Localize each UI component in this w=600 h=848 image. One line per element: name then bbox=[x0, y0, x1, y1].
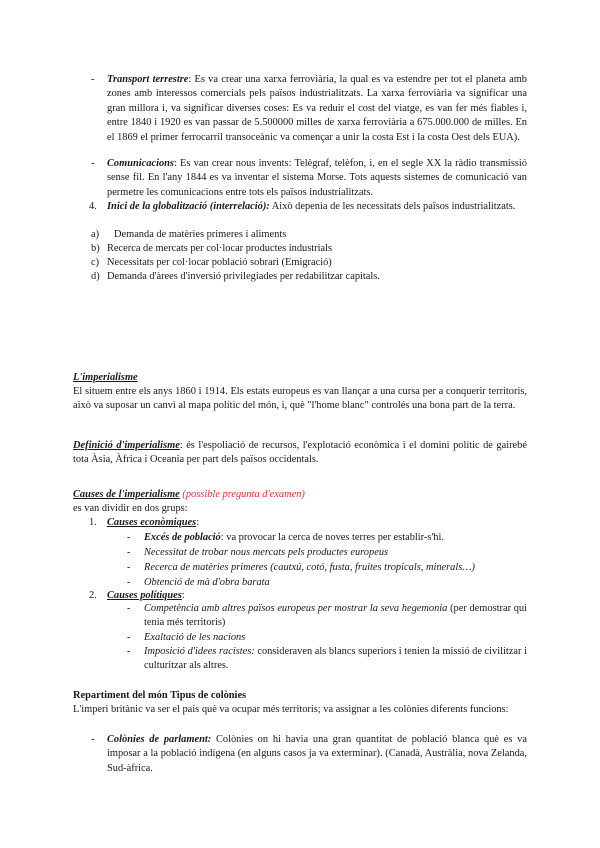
group-colon: : bbox=[181, 590, 185, 601]
group-number: 2. bbox=[89, 590, 97, 601]
exam-note: (possible pregunta d'examen) bbox=[182, 489, 305, 500]
imperialisme-intro: El situem entre els anys 1860 i 1914. Els estats europeus es van llançar a una cursa per a conquerir territoris, això va suposar un canvi al mapa polític del món, i, què "l'home blanc" controlés una bona part de la terra. bbox=[73, 386, 527, 412]
bullet-dash: - bbox=[127, 562, 131, 573]
subitem-text: Demanda de matèries primeres i aliments bbox=[114, 229, 287, 240]
definicio-text: : és l'espoliació de recursos, l'explotació econòmica i el domini polític de gairebé tota Àsia, Àfrica i Oceania per part dels països occidentals. bbox=[73, 440, 527, 466]
globalitzacio-paragraph bbox=[107, 200, 527, 214]
cause-text: : va provocar la cerca de noves terres per establir-s'hi. bbox=[220, 532, 444, 543]
cause-term: Excés de població bbox=[144, 532, 221, 543]
colonies-parlament-paragraph bbox=[107, 733, 527, 776]
colonies-text: Colònies on hi havia una gran quantitat de població blanca què es va imposar a la població indígena (en alguns casos ja va exterminar). (Canadà, Austràlia, nova Zelanda, Sud-àfrica. bbox=[107, 734, 527, 774]
globalitzacio-term: Inici de la globalització (interrelació): bbox=[107, 201, 270, 212]
bullet-dash: - bbox=[127, 532, 131, 543]
definicio-term: Definició d'imperialisme bbox=[73, 440, 180, 451]
colonies-term: Colònies de parlament: bbox=[107, 734, 212, 745]
cause-item bbox=[144, 602, 527, 631]
bullet-dash: - bbox=[127, 632, 131, 643]
bullet-dash: - bbox=[91, 74, 95, 85]
cause-text: (cautxú, cotó, fusta, fruites tropicals, minerals…) bbox=[267, 562, 476, 573]
cause-item bbox=[144, 531, 444, 545]
transport-term: Transport terrestre bbox=[107, 74, 189, 85]
bullet-dash: - bbox=[91, 734, 95, 745]
item-number: 4. bbox=[89, 201, 97, 212]
comunicacions-paragraph bbox=[107, 157, 527, 200]
bullet-dash: - bbox=[127, 547, 131, 558]
subitem-text: Necessitats per col·locar població sobrari (Emigració) bbox=[107, 257, 332, 268]
subitem-letter: d) bbox=[91, 271, 100, 282]
bullet-dash: - bbox=[127, 603, 131, 614]
transport-text: : Es va crear una xarxa ferroviària, la qual es va estendre per tot el planeta amb zones amb interessos comercials pels països industrialitzats. La xarxa ferroviària va significar una gran millora i, va significar diverses coses: Es va reduir el cost del viatge, es van fer més fiables i, entre 1840 i 1920 es van passar de 5.500000 milles de xarxa ferroviària a 675.000.000 de milles. En el 1869 el primer ferrocarril transoceànic va començar a unir la costa Est i la costa Oest dels EUA). bbox=[107, 74, 527, 143]
cause-term: Necessitat de trobar nous mercats pels productes europeus bbox=[144, 547, 389, 558]
subitem-letter: c) bbox=[91, 257, 100, 268]
bullet-dash: - bbox=[91, 158, 95, 169]
causes-heading-line bbox=[73, 488, 305, 502]
comunicacions-text: : Es van crear nous invents: Telègraf, telèfon, i, en el segle XX la ràdio transmissió sense fil. En l'any 1844 es va inventar el sistema Morse. Tots aquests sistemes de comunicació van permetre les comunicacions entre tots els països industrialitzats. bbox=[107, 158, 527, 198]
cause-term: Recerca de matèries primeres bbox=[144, 562, 268, 573]
cause-text: (per demostrar qui tenia més territoris) bbox=[144, 603, 527, 629]
causes-intro: es van dividir en dos grups: bbox=[73, 503, 188, 514]
subitem-letter: a) bbox=[91, 229, 100, 240]
cause-item bbox=[144, 645, 527, 674]
globalitzacio-text: Això depenia de les necessitats dels països industrialitzats. bbox=[269, 201, 516, 212]
cause-item bbox=[144, 561, 475, 575]
subitem-text: Demanda d'àrees d'inversió privilegiades per redabilitzar capitals. bbox=[107, 271, 380, 282]
cause-term: Competència amb altres països europeus per mostrar la seva hegemonia bbox=[144, 603, 448, 614]
subitem-text: Recerca de mercats per col·locar productes industrials bbox=[107, 243, 333, 254]
comunicacions-term: Comunicacions bbox=[107, 158, 174, 169]
group-number: 1. bbox=[89, 517, 97, 528]
cause-term: Exaltació de les nacions bbox=[144, 632, 246, 643]
group-title: Causes polítiques bbox=[107, 590, 182, 601]
bullet-dash: - bbox=[127, 646, 131, 657]
definicio-paragraph bbox=[73, 439, 527, 468]
imperialisme-heading: L'imperialisme bbox=[73, 372, 138, 383]
group-colon: : bbox=[196, 517, 200, 528]
cause-text: consideraven als blancs superiors i tenien la missió de civilitzar i culturitzar als altres. bbox=[144, 646, 527, 672]
transport-paragraph bbox=[107, 73, 527, 145]
cause-term: Imposició d'idees racistes: bbox=[144, 646, 255, 657]
group-title: Causes econòmiques bbox=[107, 517, 197, 528]
causes-heading: Causes de l'imperialisme bbox=[73, 489, 180, 500]
repartiment-heading: Repartiment del món Tipus de colònies bbox=[73, 690, 247, 701]
bullet-dash: - bbox=[127, 577, 131, 588]
cause-term: Obtenció de mà d'obra barata bbox=[144, 577, 270, 588]
group-title-line bbox=[107, 516, 199, 530]
subitem-letter: b) bbox=[91, 243, 100, 254]
repartiment-intro: L'imperi britànic va ser el país què va ocupar més territoris; va assignar a les colònies diferents funcions: bbox=[73, 704, 509, 715]
